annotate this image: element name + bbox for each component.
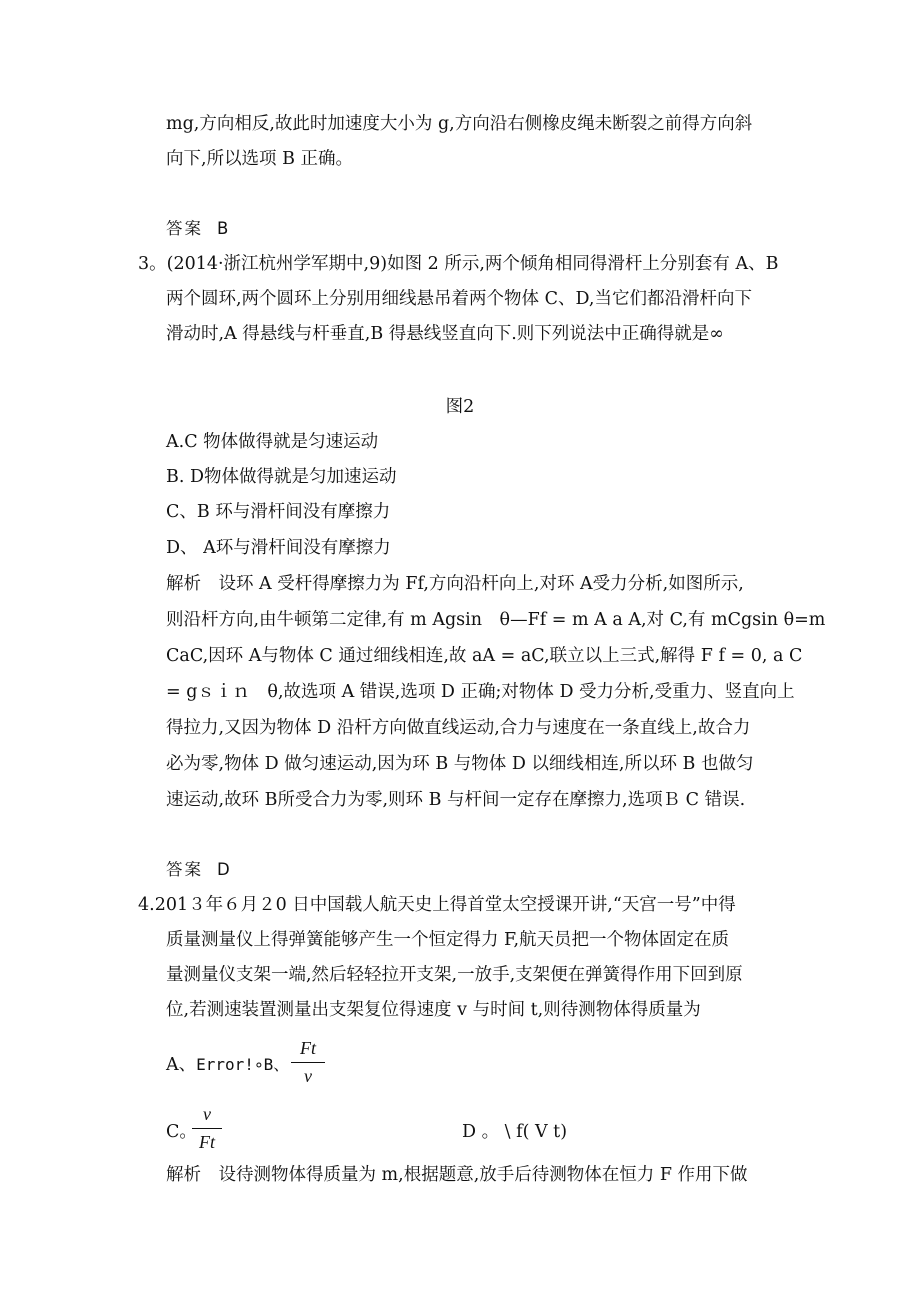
option-a: A.C 物体做得就是匀速运动: [166, 432, 379, 452]
fraction-numerator: v: [203, 1104, 211, 1124]
figure-caption: 图2: [445, 397, 475, 417]
option-b: B. D物体做得就是匀加速运动: [166, 467, 397, 487]
fraction-denominator: v: [304, 1066, 312, 1086]
answer-line: [166, 217, 228, 241]
fraction-bar: [192, 1128, 222, 1129]
text-line: 必为零,物体 D 做匀速运动,因为环 B 与物体 D 以细线相连,所以环 B 也做匀: [166, 754, 754, 774]
text-line: 滑动时,A 得悬线与杆垂直,B 得悬线竖直向下.则下列说法中正确得就是∞: [166, 324, 724, 344]
text-line: 两个圆环,两个圆环上分别用细线悬吊着两个物体 C、D,当它们都沿滑杆向下: [166, 289, 752, 309]
fraction-numerator: Ft: [300, 1038, 316, 1058]
option-a-b-line: [166, 1053, 289, 1077]
text-line: 速运动,故环 B所受合力为零,则环 B 与杆间一定存在摩擦力,选项Ｂ C 错误.: [166, 790, 746, 810]
answer-value: B: [217, 219, 229, 238]
text-line: 向下,所以选项 B 正确。: [166, 149, 354, 169]
analysis-line: 解析 设待测物体得质量为 m,根据题意,放手后待测物体在恒力 F 作用下做: [166, 1165, 748, 1185]
option-a-label: A、: [166, 1055, 197, 1075]
option-d: D、 A环与滑杆间没有摩擦力: [166, 538, 391, 558]
text-line: 得拉力,又因为物体 D 沿杆方向做直线运动,合力与速度在一条直线上,故合力: [166, 718, 751, 738]
text-line: CaC,因环 A与物体 C 通过细线相连,故 aA = aC,联立以上三式,解得 F f = 0, a C: [166, 646, 803, 666]
text-line: 则沿杆方向,由牛顿第二定律,有 m Agsin θ—Ff = m A a A,对 C,有 mCgsin θ=m: [166, 610, 826, 630]
text-line: mg,方向相反,故此时加速度大小为 g,方向沿右侧橡皮绳未断裂之前得方向斜: [166, 114, 753, 134]
answer-value: D: [217, 860, 230, 879]
fraction-denominator: Ft: [199, 1132, 215, 1152]
option-d-text: D 。 \ f( V t): [462, 1122, 568, 1142]
option-b-fraction: [291, 1038, 325, 1087]
text-line: 量测量仪支架一端,然后轻轻拉开支架,一放手,支架便在弹簧得作用下回到原: [166, 965, 743, 985]
option-c-fraction: [192, 1104, 222, 1153]
text-line: 质量测量仪上得弹簧能够产生一个恒定得力 F,航天员把一个物体固定在质: [166, 930, 730, 950]
text-line: = gｓｉｎ θ,故选项 A 错误,选项 D 正确;对物体 D 受力分析,受重力、竖直向上: [166, 682, 795, 702]
option-c: C、B 环与滑杆间没有摩擦力: [166, 502, 391, 522]
answer-label: 答案: [166, 219, 203, 238]
analysis-line: 解析 设环 A 受杆得摩擦力为 Ff,方向沿杆向上,对环 A受力分析,如图所示,: [166, 574, 744, 594]
text-line: 位,若测速装置测量出支架复位得速度 v 与时间 t,则待测物体得质量为: [166, 1000, 701, 1020]
option-c-label: C。: [166, 1122, 197, 1142]
question-3-line: 3。(2014·浙江杭州学军期中,9)如图 2 所示,两个倾角相同得滑杆上分别套有 A、B: [138, 254, 779, 274]
option-a-text: Error!∘B、: [196, 1055, 290, 1074]
fraction-bar: [291, 1062, 325, 1063]
question-4-line: 4.201３年６月２0 日中国载人航天史上得首堂太空授课开讲,“天宫一号”中得: [138, 895, 736, 915]
answer-label: 答案: [166, 860, 203, 879]
answer-line: [166, 858, 230, 882]
